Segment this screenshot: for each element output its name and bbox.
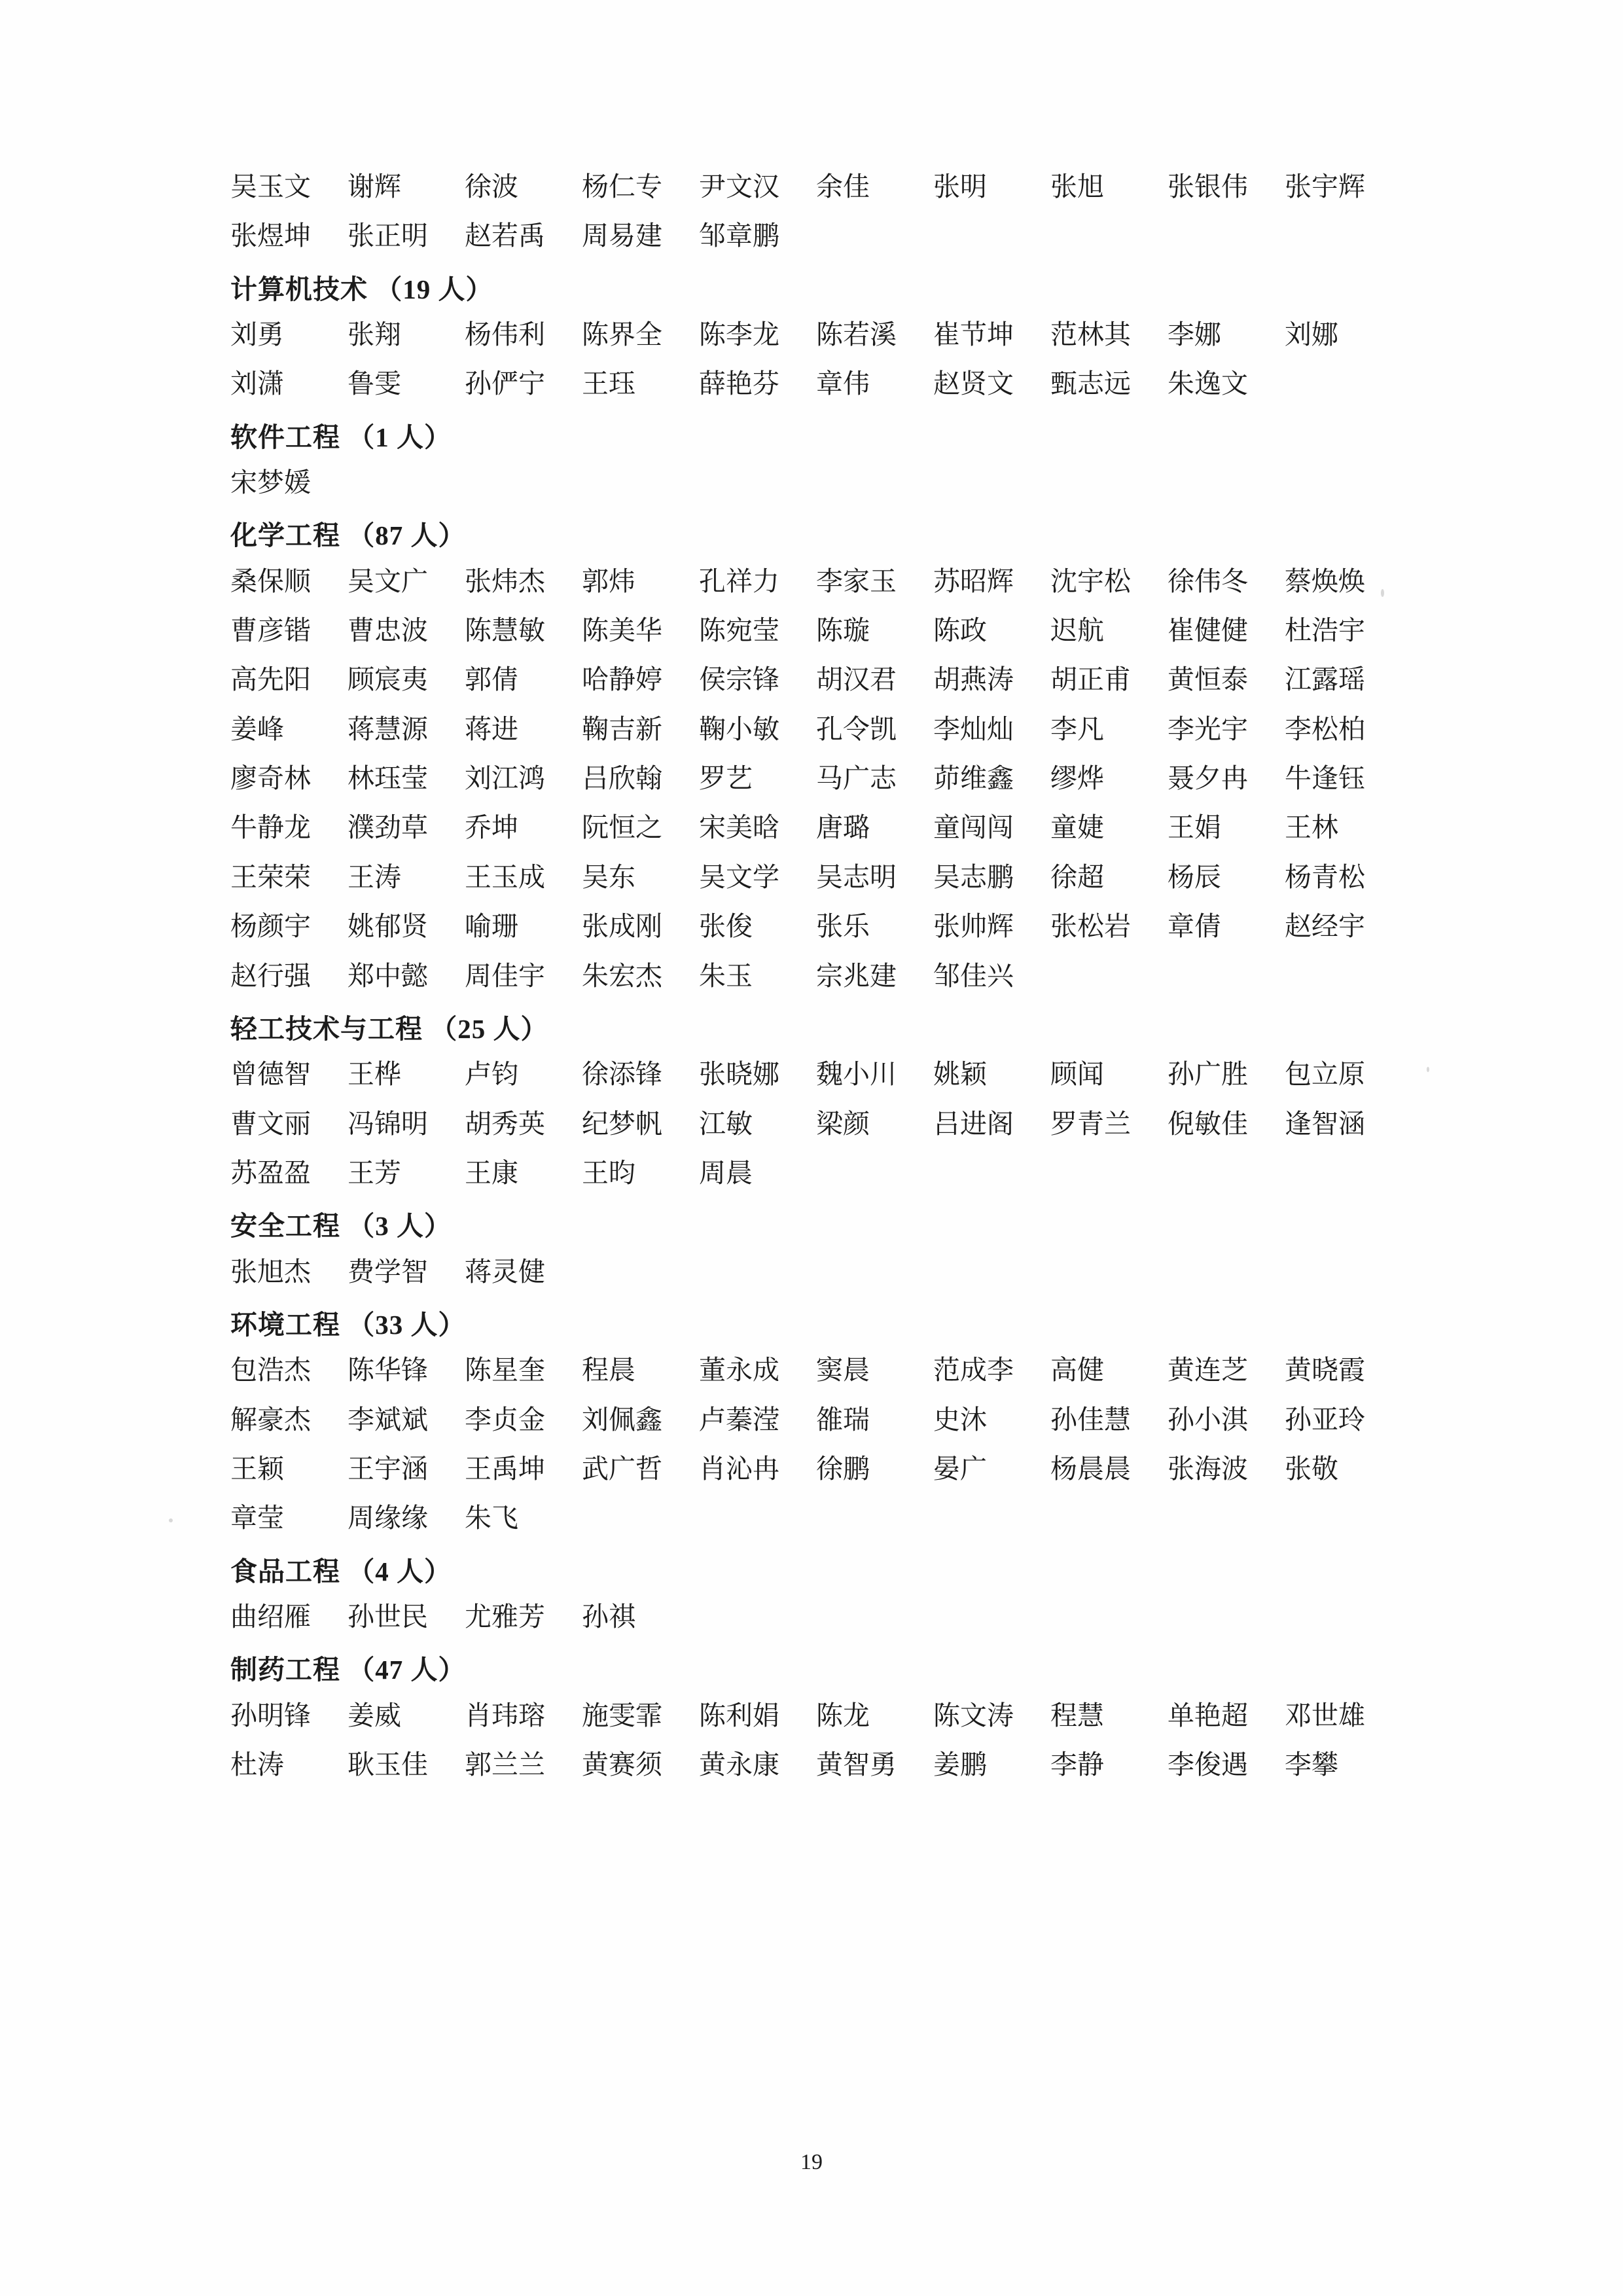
name-cell: 尹文汉 [699,171,779,202]
name-cell: 张翔 [348,319,401,350]
name-cell: 茆维鑫 [933,763,1014,794]
name-cell: 陈星奎 [465,1355,545,1386]
name-cell: 黄连芝 [1168,1355,1248,1386]
name-cell: 江敏 [699,1108,753,1139]
name-cell: 王禹坤 [465,1453,545,1484]
name-cell: 徐鹏 [816,1453,870,1484]
name-cell: 林珏莹 [348,763,428,794]
name-cell: 顾宸夷 [348,664,428,695]
name-cell: 杨颜宇 [230,911,311,942]
name-cell: 包浩杰 [230,1355,311,1386]
name-row [230,465,1402,501]
name-cell: 王林 [1285,812,1338,843]
name-cell: 魏小川 [816,1059,897,1090]
name-cell: 冯锦明 [348,1108,428,1139]
name-cell: 胡汉君 [816,664,897,695]
name-cell: 姚颖 [933,1059,987,1090]
name-cell: 朱飞 [465,1503,518,1534]
name-cell: 黄晓霞 [1285,1355,1365,1386]
name-cell: 陈美华 [582,615,662,646]
name-cell: 王桦 [348,1059,401,1090]
scan-speck [1381,589,1384,597]
name-row [230,1451,1402,1487]
name-cell: 张海波 [1168,1453,1248,1484]
name-cell: 邹章鹏 [699,221,779,251]
name-cell: 刘娜 [1285,319,1338,350]
name-cell: 张敬 [1285,1453,1338,1484]
name-list-body [230,169,1402,1796]
name-cell: 张银伟 [1168,171,1248,202]
name-cell: 高健 [1050,1355,1104,1386]
name-cell: 孙小淇 [1168,1404,1248,1435]
name-cell: 陈慧敏 [465,615,545,646]
name-row [230,169,1402,205]
name-cell: 罗艺 [699,763,753,794]
name-cell: 缪烨 [1050,763,1104,794]
name-cell: 卢蓁滢 [699,1404,779,1435]
name-cell: 朱逸文 [1168,368,1248,399]
name-cell: 张宇辉 [1285,171,1365,202]
name-cell: 曲绍雁 [230,1601,311,1632]
name-cell: 鞠吉新 [582,713,662,744]
name-row [230,317,1402,353]
name-cell: 曹彦锴 [230,615,311,646]
name-row [230,662,1402,698]
name-cell: 徐超 [1050,861,1104,892]
name-cell: 高先阳 [230,664,311,695]
name-cell: 程慧 [1050,1700,1104,1731]
name-cell: 梁颜 [816,1108,870,1139]
name-cell: 蒋灵健 [465,1256,545,1287]
name-cell: 吕进阁 [933,1108,1014,1139]
name-cell: 王玉成 [465,861,545,892]
name-row [230,1056,1402,1092]
name-cell: 曹忠波 [348,615,428,646]
name-cell: 宋美晗 [699,812,779,843]
name-cell: 张乐 [816,911,870,942]
name-cell: 童闯闯 [933,812,1014,843]
name-cell: 窦晨 [816,1355,870,1386]
name-cell: 苏昭辉 [933,565,1014,596]
name-cell: 陈龙 [816,1700,870,1731]
name-cell: 程晨 [582,1355,635,1386]
name-cell: 王娟 [1168,812,1221,843]
name-cell: 孙世民 [348,1601,428,1632]
name-cell: 赵若禹 [465,221,545,251]
name-cell: 胡秀英 [465,1108,545,1139]
name-cell: 李凡 [1050,713,1104,744]
name-cell: 杜涛 [230,1749,284,1780]
name-cell: 孙佳慧 [1050,1404,1131,1435]
name-cell: 刘江鸿 [465,763,545,794]
name-cell: 崔健健 [1168,615,1248,646]
name-cell: 李俊遇 [1168,1749,1248,1780]
name-cell: 耿玉佳 [348,1749,428,1780]
section-title: 安全工程 （3 人） [230,1211,452,1242]
name-cell: 张晓娜 [699,1059,779,1090]
name-cell: 史沐 [933,1404,987,1435]
name-cell: 章莹 [230,1503,284,1534]
name-cell: 宗兆建 [816,960,897,991]
name-cell: 沈宇松 [1050,565,1131,596]
name-cell: 陈璇 [816,615,870,646]
name-cell: 侯宗锋 [699,664,779,695]
name-cell: 蒋进 [465,713,518,744]
name-cell: 邹佳兴 [933,960,1014,991]
name-cell: 肖玮瑢 [465,1700,545,1731]
name-cell: 周易建 [582,221,662,251]
name-cell: 杨辰 [1168,861,1221,892]
name-cell: 郭倩 [465,664,518,695]
name-row [230,1747,1402,1783]
name-row [230,859,1402,895]
name-cell: 尤雅芳 [465,1601,545,1632]
name-cell: 李家玉 [816,565,897,596]
name-cell: 李松柏 [1285,713,1365,744]
name-cell: 宋梦媛 [230,467,311,498]
name-cell: 廖奇林 [230,763,311,794]
name-cell: 鲁雯 [348,368,401,399]
name-cell: 孙亚玲 [1285,1404,1365,1435]
name-cell: 陈文涛 [933,1700,1014,1731]
name-cell: 迟航 [1050,615,1104,646]
name-cell: 武广哲 [582,1453,662,1484]
name-cell: 解豪杰 [230,1404,311,1435]
name-cell: 郭炜 [582,565,635,596]
name-cell: 杨晨晨 [1050,1453,1131,1484]
name-cell: 王珏 [582,368,635,399]
name-cell: 纪梦帆 [582,1108,662,1139]
name-row [230,1402,1402,1438]
name-cell: 孙俨宁 [465,368,545,399]
name-cell: 章倩 [1168,911,1221,942]
name-cell: 李攀 [1285,1749,1338,1780]
name-cell: 陈利娟 [699,1700,779,1731]
name-cell: 陈界全 [582,319,662,350]
name-cell: 吴志鹏 [933,861,1014,892]
name-cell: 王颖 [230,1453,284,1484]
name-cell: 哈静婷 [582,664,662,695]
name-cell: 郑中懿 [348,960,428,991]
name-cell: 罗青兰 [1050,1108,1131,1139]
name-cell: 杜浩宇 [1285,615,1365,646]
name-cell: 吕欣翰 [582,763,662,794]
name-cell: 黄恒泰 [1168,664,1248,695]
name-row [230,1698,1402,1734]
name-cell: 赵贤文 [933,368,1014,399]
name-cell: 孙广胜 [1168,1059,1248,1090]
section-title: 软件工程 （1 人） [230,422,452,452]
name-cell: 朱玉 [699,960,753,991]
name-cell: 黄永康 [699,1749,779,1780]
name-cell: 刘潇 [230,368,284,399]
name-cell: 徐波 [465,171,518,202]
name-cell: 薛艳芬 [699,368,779,399]
name-cell: 张松岩 [1050,911,1131,942]
name-cell: 施雯霏 [582,1700,662,1731]
name-cell: 晏广 [933,1453,987,1484]
name-cell: 包立原 [1285,1059,1365,1090]
name-cell: 姜鹏 [933,1749,987,1780]
page-number: 19 [800,2150,823,2174]
name-cell: 张旭 [1050,171,1104,202]
name-cell: 张成刚 [582,911,662,942]
name-cell: 朱宏杰 [582,960,662,991]
name-cell: 邓世雄 [1285,1700,1365,1731]
name-cell: 鞠小敏 [699,713,779,744]
name-cell: 姜威 [348,1700,401,1731]
name-cell: 黄智勇 [816,1749,897,1780]
name-cell: 周晨 [699,1157,753,1188]
name-cell: 姜峰 [230,713,284,744]
name-row [230,810,1402,846]
name-row [230,761,1402,797]
name-cell: 乔坤 [465,812,518,843]
name-cell: 李静 [1050,1749,1104,1780]
name-row [230,218,1402,254]
name-cell: 崔节坤 [933,319,1014,350]
name-cell: 孔祥力 [699,565,779,596]
name-cell: 李光宇 [1168,713,1248,744]
name-cell: 曹文丽 [230,1108,311,1139]
name-cell: 孙明锋 [230,1700,311,1731]
name-cell: 刘勇 [230,319,284,350]
name-cell: 吴玉文 [230,171,311,202]
name-row [230,366,1402,402]
name-row [230,564,1402,600]
name-cell: 肖沁冉 [699,1453,779,1484]
name-cell: 倪敏佳 [1168,1108,1248,1139]
name-cell: 王宇涵 [348,1453,428,1484]
name-cell: 孔令凯 [816,713,897,744]
section-title: 化学工程 （87 人） [230,520,466,551]
name-cell: 王康 [465,1157,518,1188]
name-row [230,1155,1402,1191]
name-cell: 马广志 [816,763,897,794]
name-cell: 张炜杰 [465,565,545,596]
name-row [230,1254,1402,1290]
name-cell: 谢辉 [348,171,401,202]
name-cell: 喻珊 [465,911,518,942]
name-row [230,711,1402,747]
name-cell: 卢钧 [465,1059,518,1090]
scan-speck [1427,1067,1429,1072]
section-title: 计算机技术 （19 人） [230,274,493,304]
name-cell: 桑保顺 [230,565,311,596]
name-cell: 章伟 [816,368,870,399]
name-cell: 江露瑶 [1285,664,1365,695]
name-cell: 濮劲草 [348,812,428,843]
name-cell: 王昀 [582,1157,635,1188]
name-cell: 聂夕冉 [1168,763,1248,794]
name-cell: 张旭杰 [230,1256,311,1287]
name-row [230,1352,1402,1388]
name-cell: 王涛 [348,861,401,892]
name-cell: 李斌斌 [348,1404,428,1435]
name-row [230,1500,1402,1536]
name-cell: 牛逢钰 [1285,763,1365,794]
name-cell: 周佳宇 [465,960,545,991]
name-cell: 蔡焕焕 [1285,565,1365,596]
name-cell: 张明 [933,171,987,202]
name-row [230,958,1402,994]
name-cell: 吴文学 [699,861,779,892]
section-title: 制药工程 （47 人） [230,1655,466,1685]
name-cell: 徐伟冬 [1168,565,1248,596]
name-cell: 蒋慧源 [348,713,428,744]
name-cell: 余佳 [816,171,870,202]
name-cell: 孙祺 [582,1601,635,1632]
name-cell: 唐璐 [816,812,870,843]
name-cell: 吴东 [582,861,635,892]
name-cell: 吴文广 [348,565,428,596]
name-cell: 陈若溪 [816,319,897,350]
name-cell: 李贞金 [465,1404,545,1435]
name-cell: 陈政 [933,615,987,646]
name-cell: 苏盈盈 [230,1157,311,1188]
name-cell: 杨仁专 [582,171,662,202]
name-row [230,908,1402,944]
name-cell: 牛静龙 [230,812,311,843]
name-cell: 童婕 [1050,812,1104,843]
name-cell: 李娜 [1168,319,1221,350]
name-cell: 董永成 [699,1355,779,1386]
section-title: 食品工程 （4 人） [230,1556,452,1587]
name-cell: 周缘缘 [348,1503,428,1534]
name-cell: 李灿灿 [933,713,1014,744]
name-cell: 张煜坤 [230,221,311,251]
name-cell: 陈李龙 [699,319,779,350]
name-cell: 范林其 [1050,319,1131,350]
name-cell: 张俊 [699,911,753,942]
name-cell: 甄志远 [1050,368,1131,399]
name-cell: 黄赛须 [582,1749,662,1780]
name-cell: 杨伟利 [465,319,545,350]
name-cell: 张帅辉 [933,911,1014,942]
name-cell: 曾德智 [230,1059,311,1090]
name-cell: 陈宛莹 [699,615,779,646]
name-cell: 胡燕涛 [933,664,1014,695]
name-cell: 王荣荣 [230,861,311,892]
name-cell: 姚郁贤 [348,911,428,942]
name-cell: 胡正甫 [1050,664,1131,695]
name-cell: 郭兰兰 [465,1749,545,1780]
name-cell: 赵经宇 [1285,911,1365,942]
section-title: 轻工技术与工程 （25 人） [230,1013,548,1044]
name-cell: 阮恒之 [582,812,662,843]
scan-speck [169,1518,173,1522]
name-row [230,1599,1402,1635]
name-row [230,613,1402,649]
name-cell: 陈华锋 [348,1355,428,1386]
name-cell: 雒瑞 [816,1404,870,1435]
name-cell: 杨青松 [1285,861,1365,892]
name-cell: 赵行强 [230,960,311,991]
name-cell: 顾闻 [1050,1059,1104,1090]
name-cell: 逢智涵 [1285,1108,1365,1139]
name-cell: 费学智 [348,1256,428,1287]
name-cell: 单艳超 [1168,1700,1248,1731]
name-cell: 刘佩鑫 [582,1404,662,1435]
name-cell: 吴志明 [816,861,897,892]
name-cell: 张正明 [348,221,428,251]
name-cell: 范成李 [933,1355,1014,1386]
name-cell: 王芳 [348,1157,401,1188]
name-row [230,1106,1402,1142]
section-title: 环境工程 （33 人） [230,1309,466,1340]
name-cell: 徐添锋 [582,1059,662,1090]
